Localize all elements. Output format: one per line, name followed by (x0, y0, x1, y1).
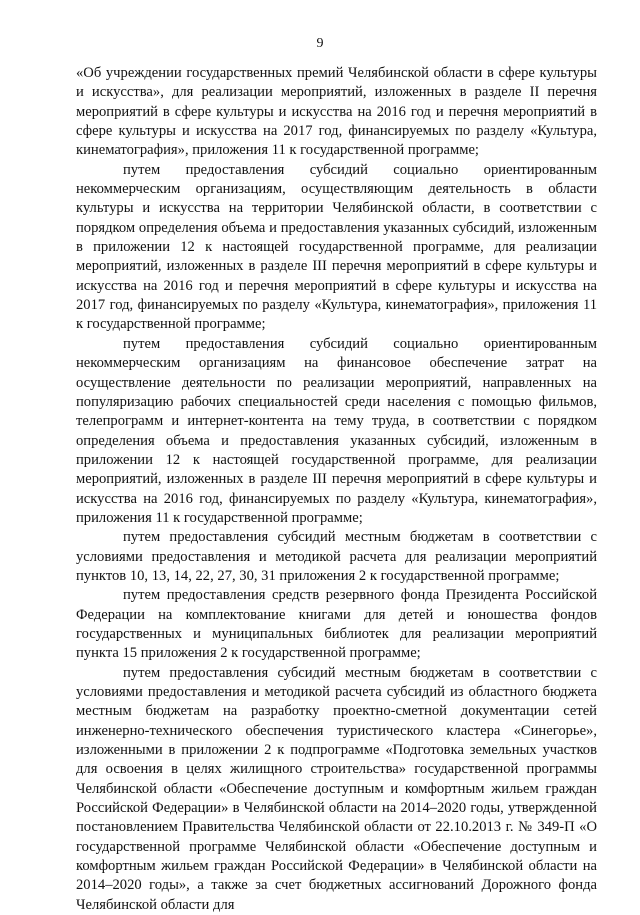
paragraph: путем предоставления субсидий местным бюджетам в соответствии с условиями предоставления и методикой расчета субсидий из областного бюджета местным бюджетам на разработку проектно-сметной документации сетей инженерно-технического обеспечения туристического кластера «Синегорье», изложенными в приложении 2 к подпрограмме «Подготовка земельных участков для освоения в целях жилищного строительства» государственной программы Челябинской области «Обеспечение доступным и комфортным жильем граждан Российской Федерации» в Челябинской области на 2014–2020 годы, утвержденной постановлением Правительства Челябинской области от 22.10.2013 г. № 349-П «О государственной программе Челябинской области «Обеспечение доступным и комфортным жильем граждан Российской Федерации» в Челябинской области на 2014–2020 годы», а также за счет бюджетных ассигнований Дорожного фонда Челябинской области для (76, 664, 597, 913)
paragraph: путем предоставления субсидий социально ориентированным некоммерческим организациям на финансовое обеспечение затрат на осуществление деятельности по реализации мероприятий, направленных на популяризацию рабочих специальностей среди населения с помощью фильмов, телепрограмм и интернет-контента на тему труда, в соответствии с порядком определения объема и предоставления указанных субсидий, изложенным в приложении 12 к настоящей государственной программе, для реализации мероприятий, изложенных в разделе III перечня мероприятий в сфере культуры и искусства на 2016 год, финансируемых по разделу «Культура, кинематография», приложения 11 к государственной программе; (76, 335, 597, 526)
paragraph: путем предоставления субсидий социально ориентированным некоммерческим организациям, осуществляющим деятельность в области культуры и искусства на территории Челябинской области, в соответствии с порядком определения объема и предоставления указанных субсидий, изложенным в приложении 12 к настоящей государственной программе, для реализации мероприятий, изложенных в разделе III перечня мероприятий в сфере культуры и искусства на 2016 год и перечня мероприятий в сфере культуры и искусства на 2017 год, финансируемых по разделу «Культура, кинематография», приложения 11 к государственной программе; (76, 161, 597, 333)
paragraph: «Об учреждении государственных премий Челябинской области в сфере культуры и искусства», для реализации мероприятий, изложенных в разделе II перечня мероприятий в сфере культуры и искусства на 2016 год и перечня мероприятий в сфере культуры и искусства на 2017 год, финансируемых по разделу «Культура, кинематография», приложения 11 к государственной программе; (76, 65, 597, 159)
paragraph: путем предоставления средств резервного фонда Президента Российской Федерации на комплектование книгами для детей и юношества фондов государственных и муниципальных библиотек для реализации мероприятий пункта 15 приложения 2 к государственной программе; (76, 587, 597, 662)
paragraph: путем предоставления субсидий местным бюджетам в соответствии с условиями предоставления и методикой расчета для реализации мероприятий пунктов 10, 13, 14, 22, 27, 30, 31 приложения 2 к государственной программе; (76, 529, 597, 584)
document-body (76, 64, 597, 915)
page-number: 9 (316, 36, 324, 51)
